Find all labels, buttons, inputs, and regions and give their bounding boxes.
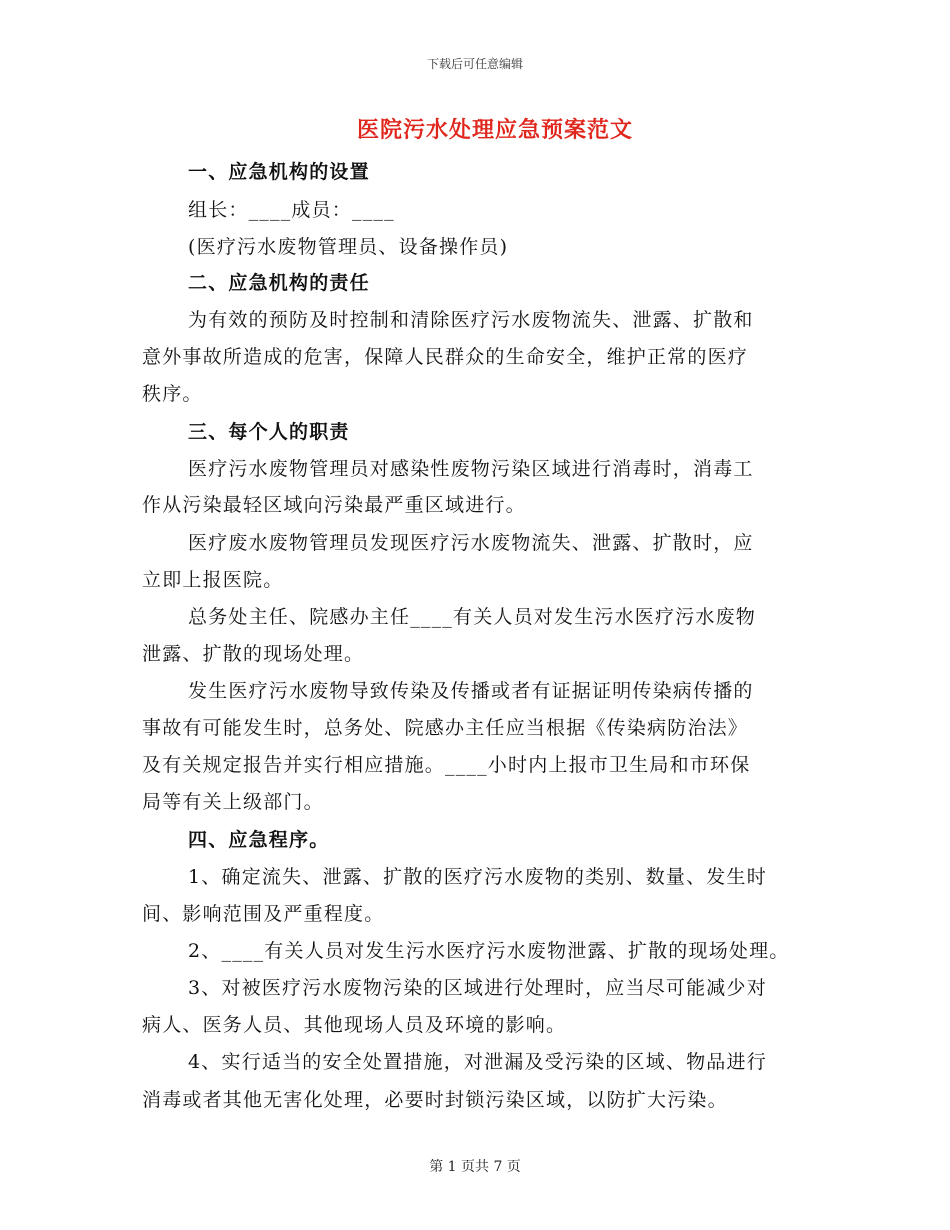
paragraph-line: 意外事故所造成的危害，保障人民群众的生命安全，维护正常的医疗 xyxy=(142,346,749,368)
paragraph-line: 医疗污水废物管理员对感染性废物污染区域进行消毒时，消毒工 xyxy=(188,458,754,480)
paragraph-line: 事故有可能发生时，总务处、院感办主任应当根据《传染病防治法》 xyxy=(142,717,749,739)
paragraph-line: 医疗废水废物管理员发现医疗污水废物流失、泄露、扩散时，应 xyxy=(188,532,754,554)
paragraph-line: 组长：____成员：____ xyxy=(188,199,395,221)
page-number: 第 1 页共 7 页 xyxy=(429,1159,521,1175)
paragraph-line: 消毒或者其他无害化处理，必要时封锁污染区域，以防扩大污染。 xyxy=(142,1089,728,1111)
paragraph-line: 为有效的预防及时控制和清除医疗污水废物流失、泄露、扩散和 xyxy=(188,309,754,331)
paragraph-line: 2、____有关人员对发生污水医疗污水废物泄露、扩散的现场处理。 xyxy=(188,940,790,962)
paragraph-line: 3、对被医疗污水废物污染的区域进行处理时，应当尽可能减少对 xyxy=(188,977,767,999)
paragraph-line: 4、实行适当的安全处置措施，对泄漏及受污染的区域、物品进行 xyxy=(188,1051,767,1073)
paragraph-line: 局等有关上级部门。 xyxy=(142,791,324,813)
paragraph-line: 发生医疗污水废物导致传染及传播或者有证据证明传染病传播的 xyxy=(188,680,754,702)
section-heading-2: 二、应急机构的责任 xyxy=(188,272,370,294)
paragraph-line: 作从污染最轻区域向污染最严重区域进行。 xyxy=(142,494,526,516)
paragraph-line: 间、影响范围及严重程度。 xyxy=(142,903,385,925)
paragraph-line: 1、确定流失、泄露、扩散的医疗污水废物的类别、数量、发生时 xyxy=(188,866,767,888)
paragraph-line: 立即上报医院。 xyxy=(142,569,284,591)
section-heading-1: 一、应急机构的设置 xyxy=(188,161,370,183)
paragraph-line: 病人、医务人员、其他现场人员及环境的影响。 xyxy=(142,1014,567,1036)
paragraph-line: 总务处主任、院感办主任____有关人员对发生污水医疗污水废物 xyxy=(188,606,757,628)
paragraph-line: 秩序。 xyxy=(142,383,203,405)
document-title: 医院污水处理应急预案范文 xyxy=(356,117,633,143)
paragraph-line: 泄露、扩散的现场处理。 xyxy=(142,643,365,665)
paragraph-line: (医疗污水废物管理员、设备操作员) xyxy=(188,236,509,258)
header-note: 下载后可任意编辑 xyxy=(426,57,523,71)
section-heading-3: 三、每个人的职责 xyxy=(188,421,350,443)
paragraph-line: 及有关规定报告并实行相应措施。____小时内上报市卫生局和市环保 xyxy=(142,754,751,776)
section-heading-4: 四、应急程序。 xyxy=(188,829,330,851)
